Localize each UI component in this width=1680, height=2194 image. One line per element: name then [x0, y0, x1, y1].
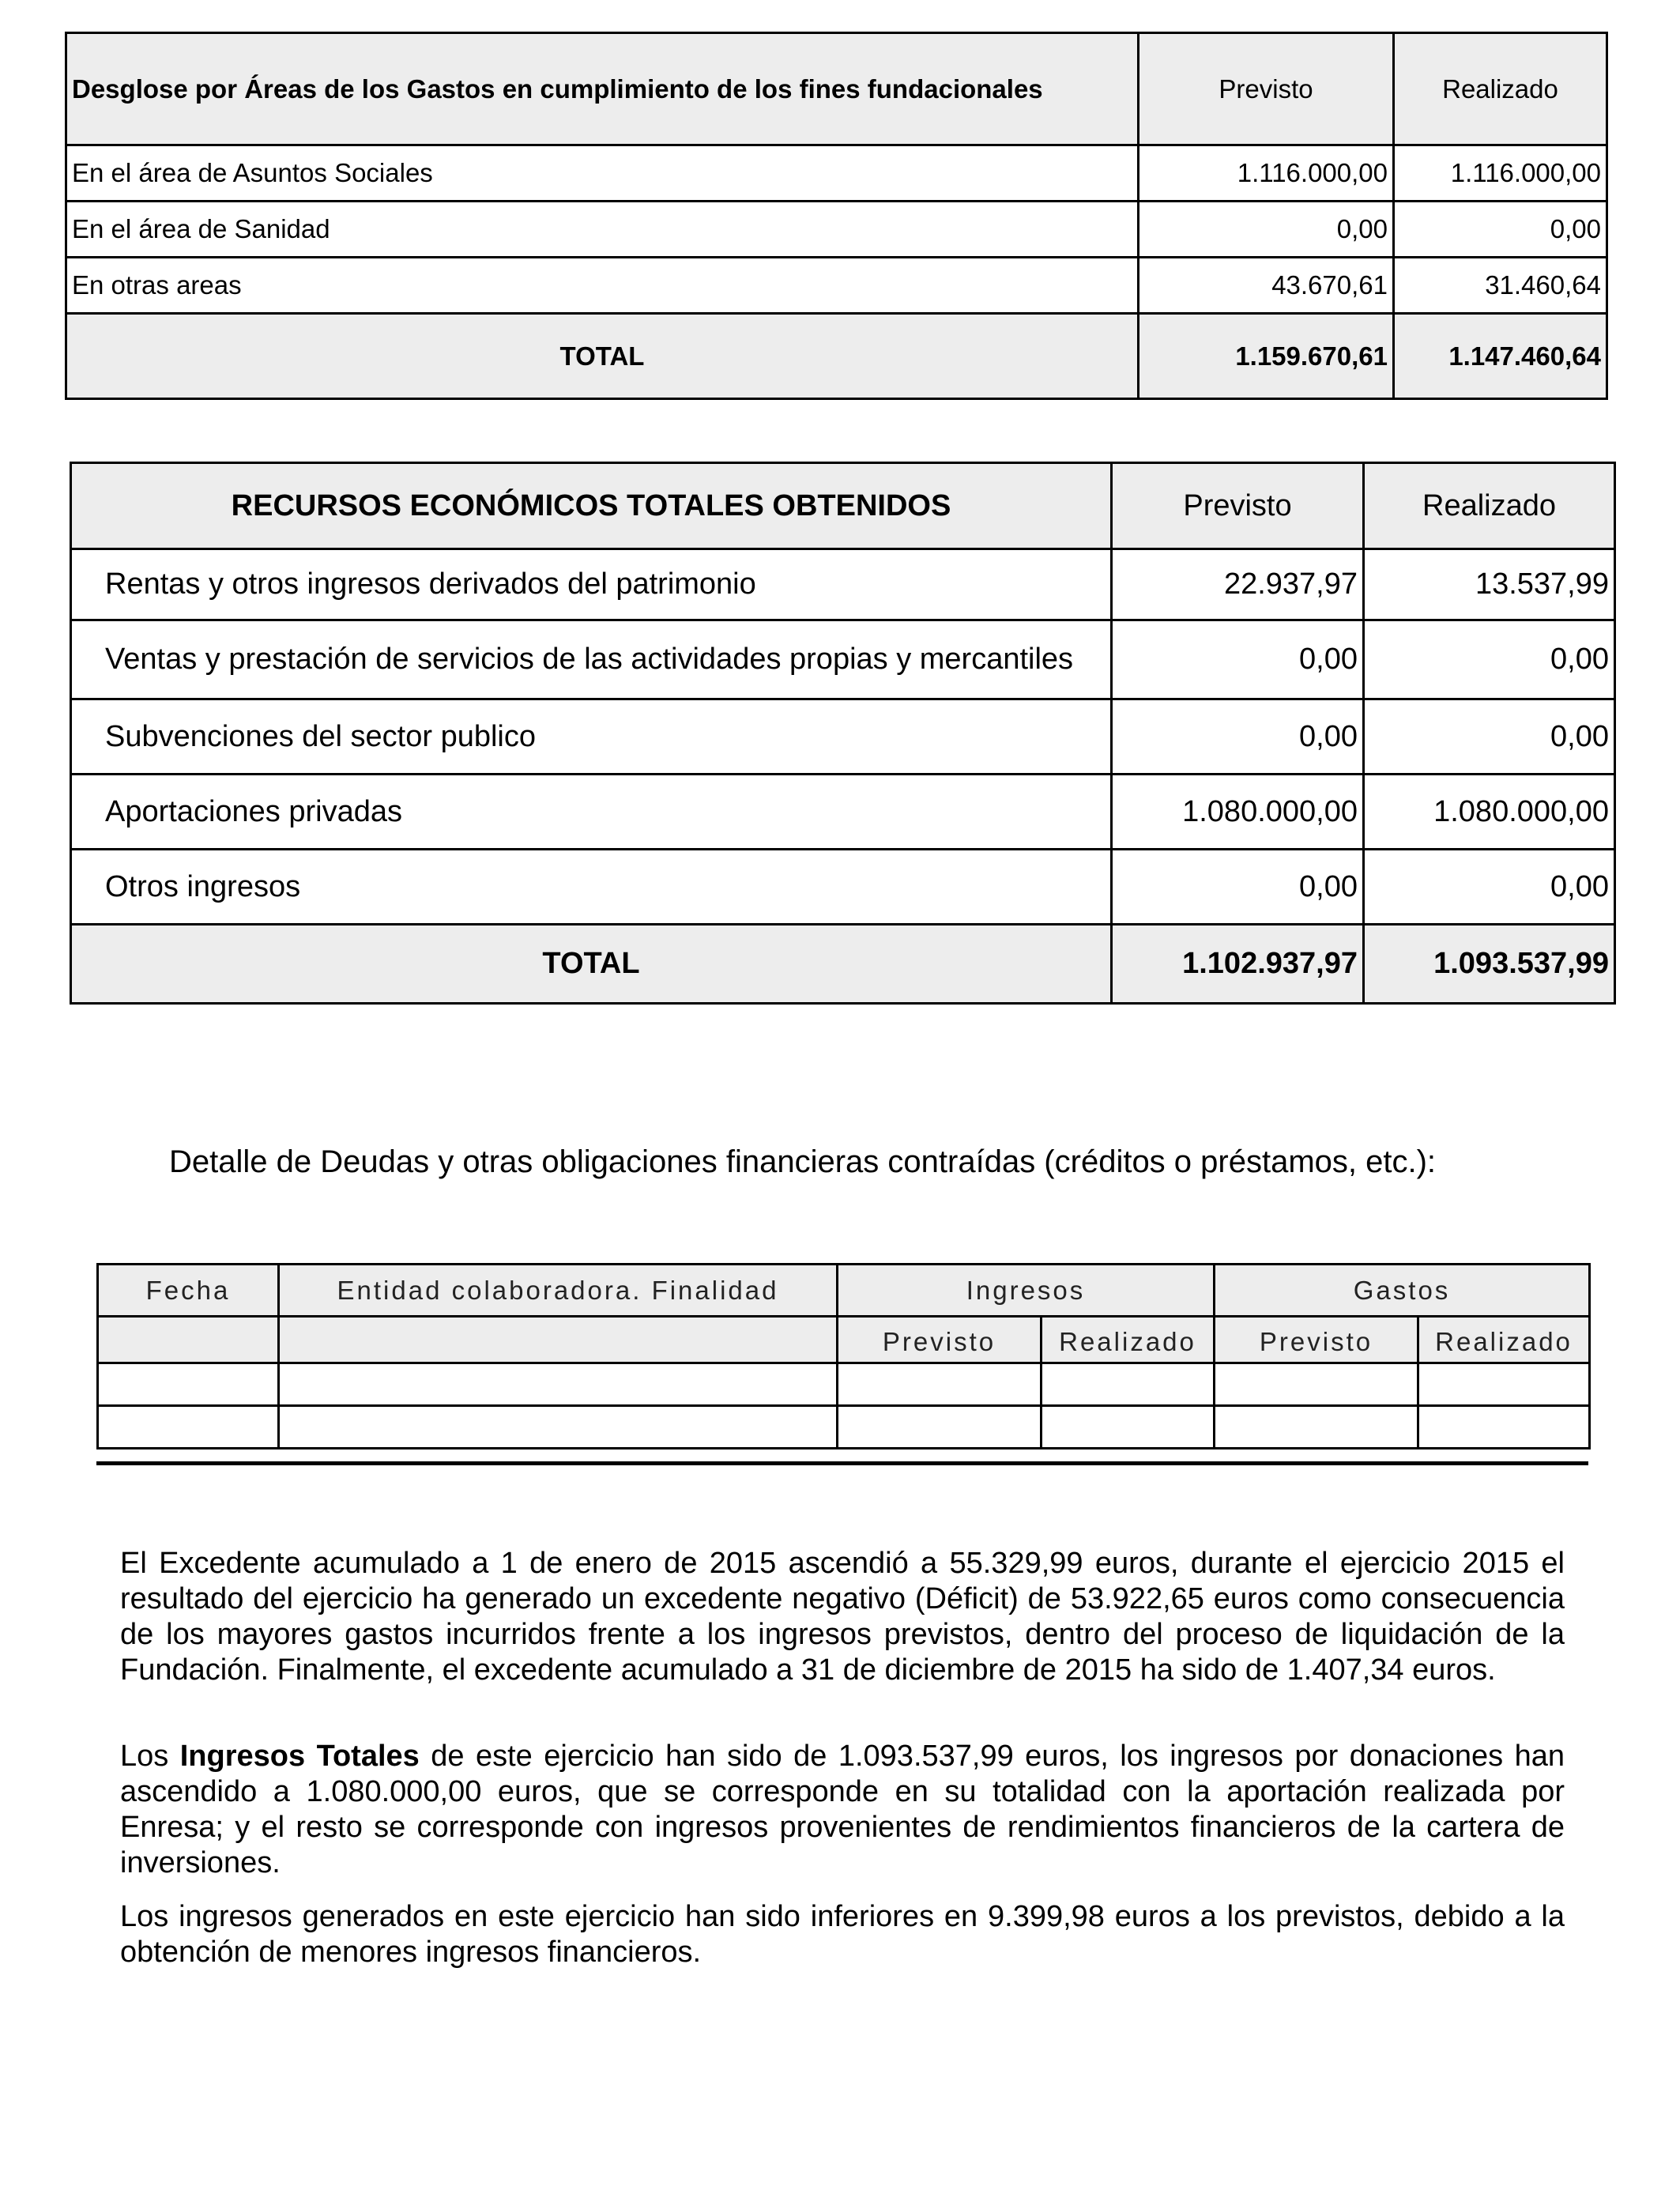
row-label: Aportaciones privadas: [71, 775, 1112, 850]
desglose-header-previsto: Previsto: [1139, 33, 1394, 145]
desglose-header-row: [66, 33, 1607, 145]
paragraph-text: Los: [120, 1740, 180, 1773]
empty-cell: [1215, 1406, 1418, 1449]
row-realizado: 0,00: [1364, 620, 1615, 699]
paragraph-excedente: El Excedente acumulado a 1 de enero de 2015 ascendió a 55.329,99 euros, durante el ejercicio 2015 el resultado del ejercicio ha generado un excedente negativo (Déficit) de 53.922,65 euros como consecuencia de los mayores gastos incurridos frente a los ingresos previstos, dentro del proceso de liquidación de la Fundación. Finalmente, el excedente acumulado a 31 de diciembre de 2015 ha sido de 1.407,34 euros.: [120, 1547, 1565, 1687]
row-realizado: 0,00: [1394, 202, 1607, 258]
recursos-header-realizado: Realizado: [1364, 463, 1615, 549]
row-previsto: 1.080.000,00: [1112, 775, 1364, 850]
empty-cell: [1215, 1363, 1418, 1406]
row-label: En otras areas: [66, 258, 1139, 314]
header-entidad: Entidad colaboradora. Finalidad: [279, 1265, 838, 1317]
desglose-header-realizado: Realizado: [1394, 33, 1607, 145]
empty-cell: [279, 1363, 838, 1406]
total-realizado: 1.147.460,64: [1394, 314, 1607, 399]
recursos-total-row: [71, 925, 1615, 1004]
empty-cell: [279, 1406, 838, 1449]
table-row: [66, 258, 1607, 314]
header-ingresos-previsto: Previsto: [838, 1317, 1042, 1363]
table-row: [98, 1406, 1590, 1449]
empty-cell: [279, 1317, 838, 1363]
row-realizado: 0,00: [1364, 699, 1615, 775]
header-ingresos-realizado: Realizado: [1042, 1317, 1215, 1363]
empty-cell: [98, 1406, 279, 1449]
total-previsto: 1.102.937,97: [1112, 925, 1364, 1004]
total-previsto: 1.159.670,61: [1139, 314, 1394, 399]
row-previsto: 0,00: [1112, 620, 1364, 699]
row-realizado: 13.537,99: [1364, 549, 1615, 620]
desglose-total-row: [66, 314, 1607, 399]
total-realizado: 1.093.537,99: [1364, 925, 1615, 1004]
table-row: [71, 699, 1615, 775]
table-bottom-rule: [96, 1461, 1588, 1465]
row-previsto: 1.116.000,00: [1139, 145, 1394, 202]
header-fecha: Fecha: [98, 1265, 279, 1317]
header-gastos: Gastos: [1215, 1265, 1590, 1317]
row-previsto: 43.670,61: [1139, 258, 1394, 314]
row-realizado: 1.080.000,00: [1364, 775, 1615, 850]
deudas-subheader-row: [98, 1317, 1590, 1363]
deudas-table: [96, 1263, 1591, 1449]
header-ingresos: Ingresos: [838, 1265, 1215, 1317]
row-label: En el área de Sanidad: [66, 202, 1139, 258]
deudas-header-row: [98, 1265, 1590, 1317]
row-realizado: 31.460,64: [1394, 258, 1607, 314]
table-row: [66, 202, 1607, 258]
row-previsto: 0,00: [1139, 202, 1394, 258]
recursos-header-row: [71, 463, 1615, 549]
row-label: Rentas y otros ingresos derivados del patrimonio: [71, 549, 1112, 620]
paragraph-ingresos-totales: [120, 1739, 1565, 1881]
row-realizado: 0,00: [1364, 850, 1615, 925]
table-row: [71, 620, 1615, 699]
empty-cell: [1042, 1363, 1215, 1406]
table-row: [98, 1363, 1590, 1406]
empty-cell: [98, 1317, 279, 1363]
empty-cell: [1418, 1363, 1590, 1406]
total-label: TOTAL: [66, 314, 1139, 399]
recursos-header-previsto: Previsto: [1112, 463, 1364, 549]
recursos-table: [70, 462, 1616, 1005]
empty-cell: [1418, 1406, 1590, 1449]
table-row: [66, 145, 1607, 202]
header-gastos-previsto: Previsto: [1215, 1317, 1418, 1363]
header-gastos-realizado: Realizado: [1418, 1317, 1590, 1363]
empty-cell: [98, 1363, 279, 1406]
paragraph-text: de este ejercicio han sido de 1.093.537,99 euros, los ingresos por donaciones han ascendido a 1.080.000,00 euros, que se corresponde en su totalidad con la aportación realizada por Enresa; y el resto se corresponde con ingresos provenientes de rendimientos financieros de la cartera de inversiones.: [120, 1740, 1565, 1879]
desglose-table: [65, 32, 1608, 400]
desglose-header-label: Desglose por Áreas de los Gastos en cumplimiento de los fines fundacionales: [66, 33, 1139, 145]
row-previsto: 0,00: [1112, 850, 1364, 925]
paragraph-ingresos-generados: Los ingresos generados en este ejercicio han sido inferiores en 9.399,98 euros a los previstos, debido a la obtención de menores ingresos financieros.: [120, 1900, 1565, 1969]
deudas-title: Detalle de Deudas y otras obligaciones financieras contraídas (créditos o préstamos, etc.):: [169, 1144, 1437, 1179]
table-row: [71, 850, 1615, 925]
recursos-header-label: RECURSOS ECONÓMICOS TOTALES OBTENIDOS: [71, 463, 1112, 549]
row-label: En el área de Asuntos Sociales: [66, 145, 1139, 202]
row-label: Ventas y prestación de servicios de las actividades propias y mercantiles: [71, 620, 1112, 699]
row-label: Otros ingresos: [71, 850, 1112, 925]
paragraph-bold-text: Ingresos Totales: [179, 1740, 420, 1773]
table-row: [71, 775, 1615, 850]
row-previsto: 22.937,97: [1112, 549, 1364, 620]
row-label: Subvenciones del sector publico: [71, 699, 1112, 775]
empty-cell: [838, 1406, 1042, 1449]
row-previsto: 0,00: [1112, 699, 1364, 775]
table-row: [71, 549, 1615, 620]
empty-cell: [838, 1363, 1042, 1406]
total-label: TOTAL: [71, 925, 1112, 1004]
empty-cell: [1042, 1406, 1215, 1449]
row-realizado: 1.116.000,00: [1394, 145, 1607, 202]
